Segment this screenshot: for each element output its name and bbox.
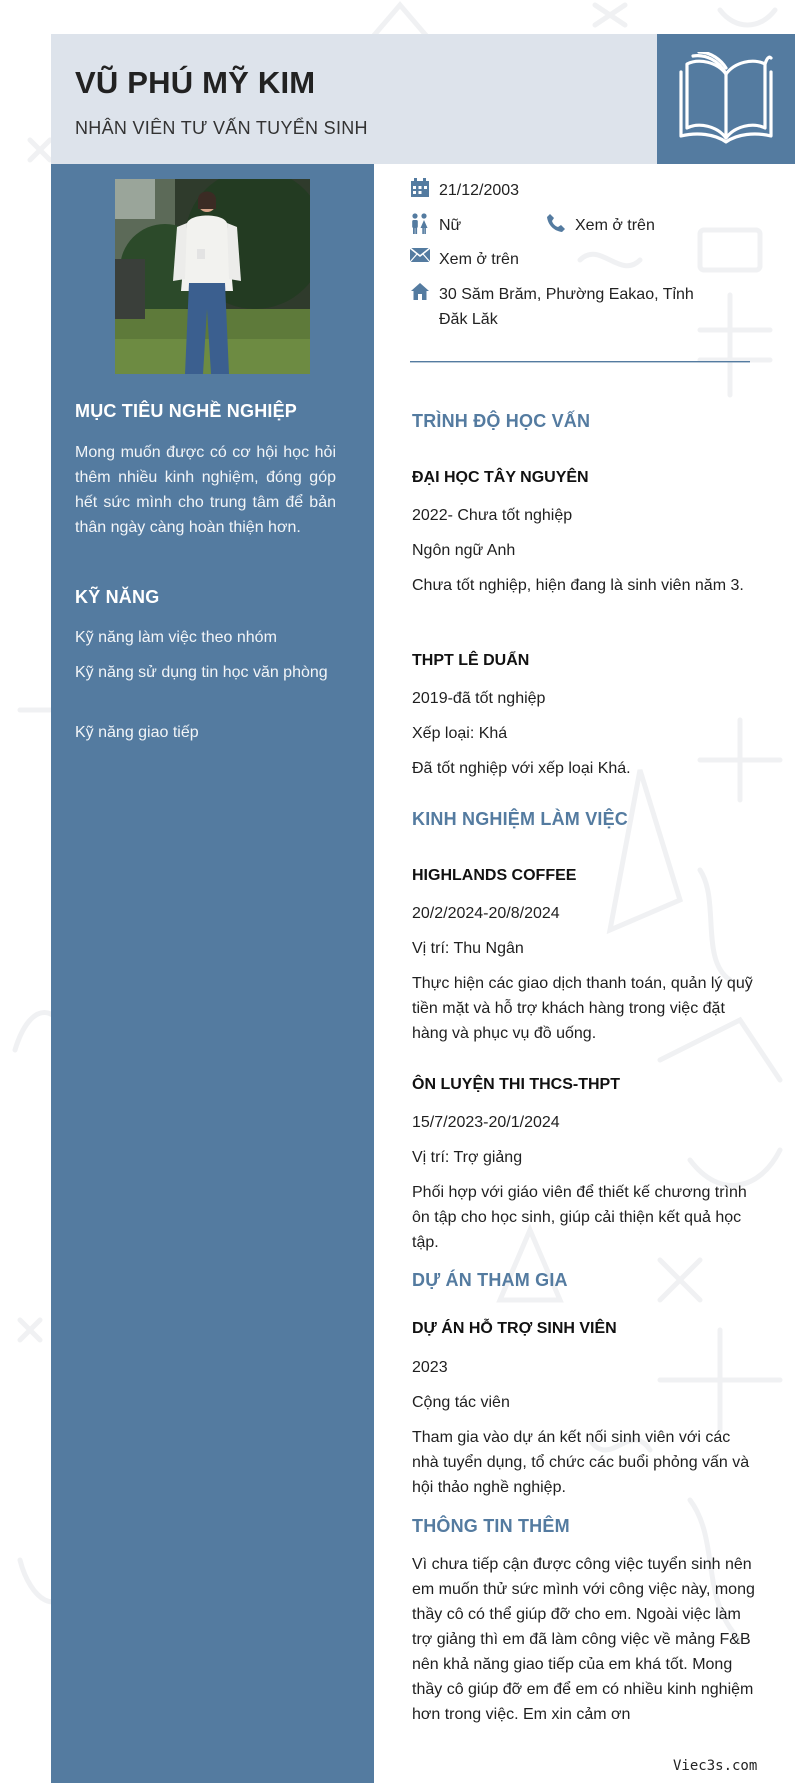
project-year: 2023 bbox=[412, 1359, 448, 1376]
experience-desc: Thực hiện các giao dịch thanh toán, quản lý quỹ tiền mặt và hỗ trợ khách hàng trong việc đặt hàng và phục vụ đồ uống. bbox=[412, 975, 753, 1042]
extra-text: Vì chưa tiếp cận được công việc tuyển sinh nên em muốn thử sức mình với công việc này, mong thầy cô có thể giúp đỡ cho em. Ngoài việc làm trợ giảng thì em đã làm công việc về mảng F&B nên khả năng giao tiếp của em khá tốt. Mong thầy cô giúp đỡ em để em có nhiều kinh nghiệm hơn trong việc. Em xin cảm ơn bbox=[412, 1556, 755, 1723]
education-major: Ngôn ngữ Anh bbox=[412, 542, 516, 559]
experience-period: 15/7/2023-20/1/2024 bbox=[412, 1114, 560, 1131]
education-school: THPT LÊ DUẨN bbox=[412, 652, 530, 669]
experience-period: 20/2/2024-20/8/2024 bbox=[412, 905, 560, 922]
email-value: Xem ở trên bbox=[439, 251, 519, 268]
profile-photo bbox=[115, 179, 310, 374]
experience-title: KINH NGHIỆM LÀM VIỆC bbox=[412, 809, 629, 829]
gender-value: Nữ bbox=[439, 217, 462, 234]
education-period: 2022- Chưa tốt nghiệp bbox=[412, 507, 573, 524]
objective-title: MỤC TIÊU NGHỀ NGHIỆP bbox=[75, 401, 298, 421]
phone-value: Xem ở trên bbox=[575, 217, 655, 234]
education-period: 2019-đã tốt nghiệp bbox=[412, 690, 546, 707]
address-value: 30 Săm Brăm, Phường Eakao, Tỉnh Đăk Lăk bbox=[439, 286, 694, 328]
education-title: TRÌNH ĐỘ HỌC VẤN bbox=[412, 411, 591, 431]
experience-desc: Phối hợp với giáo viên để thiết kế chương trình ôn tập cho học sinh, giúp cải thiện kết quả học tập. bbox=[412, 1184, 747, 1251]
experience-company: ÔN LUYỆN THI THCS-THPT bbox=[412, 1076, 620, 1093]
experience-position: Vị trí: Thu Ngân bbox=[412, 940, 524, 957]
birthday-value: 21/12/2003 bbox=[439, 182, 520, 199]
skill-item: Kỹ năng làm việc theo nhóm bbox=[75, 629, 277, 646]
candidate-name: VŨ PHÚ MỸ KIM bbox=[75, 65, 316, 100]
footer-brand: Viec3s.com bbox=[673, 1758, 758, 1774]
left-sidebar bbox=[51, 164, 374, 1783]
main-content bbox=[374, 0, 800, 1783]
education-major: Xếp loại: Khá bbox=[412, 725, 508, 742]
education-school: ĐẠI HỌC TÂY NGUYÊN bbox=[412, 469, 589, 486]
project-role: Cộng tác viên bbox=[412, 1394, 510, 1411]
candidate-role: NHÂN VIÊN TƯ VẤN TUYỂN SINH bbox=[75, 118, 368, 138]
education-note: Chưa tốt nghiệp, hiện đang là sinh viên năm 3. bbox=[412, 577, 744, 594]
project-desc: Tham gia vào dự án kết nối sinh viên với các nhà tuyển dụng, tổ chức các buổi phỏng vấn và hội thảo nghề nghiệp. bbox=[412, 1429, 750, 1496]
skills-title: KỸ NĂNG bbox=[75, 587, 160, 607]
experience-company: HIGHLANDS COFFEE bbox=[412, 867, 577, 884]
experience-position: Vị trí: Trợ giảng bbox=[412, 1149, 523, 1166]
objective-text: Mong muốn được có cơ hội học hỏi thêm nhiều kinh nghiệm, đóng góp hết sức mình cho trung tâm để bản thân ngày càng hoàn thiện hơn. bbox=[75, 444, 336, 536]
project-name: DỰ ÁN HỖ TRỢ SINH VIÊN bbox=[412, 1320, 617, 1337]
education-note: Đã tốt nghiệp với xếp loại Khá. bbox=[412, 760, 631, 777]
projects-title: DỰ ÁN THAM GIA bbox=[412, 1270, 568, 1290]
skill-item: Kỹ năng sử dụng tin học văn phòng bbox=[75, 664, 328, 681]
skill-item: Kỹ năng giao tiếp bbox=[75, 724, 199, 741]
extra-title: THÔNG TIN THÊM bbox=[412, 1516, 570, 1536]
